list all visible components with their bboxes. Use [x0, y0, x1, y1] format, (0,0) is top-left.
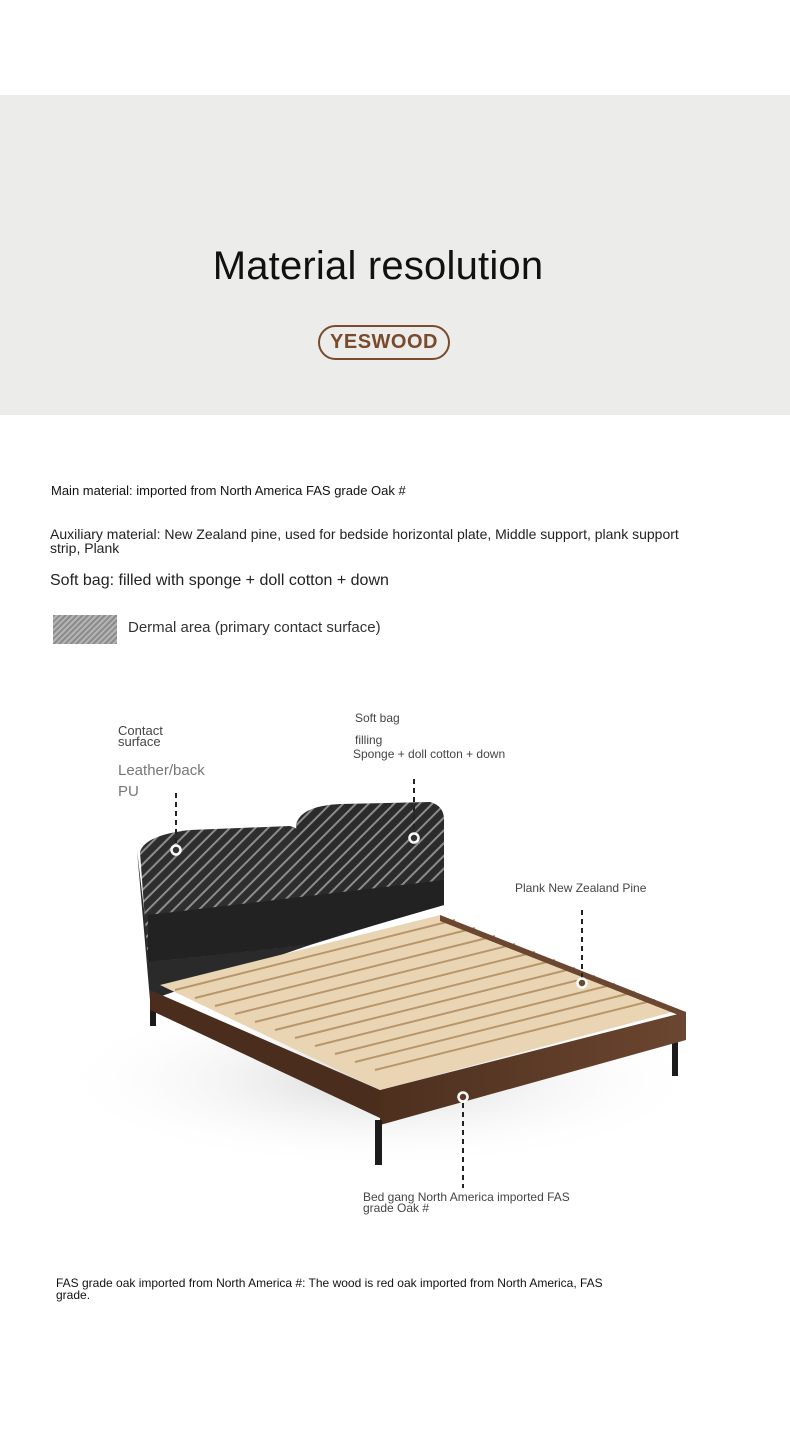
dermal-area-swatch — [53, 615, 117, 644]
main-material-text: Main material: imported from North America FAS grade Oak # — [51, 483, 406, 498]
bed-gang-label: Bed gang North America imported FAS grade Oak # — [363, 1190, 570, 1215]
dermal-area-legend: Dermal area (primary contact surface) — [128, 619, 381, 636]
bed-leg — [672, 1038, 678, 1076]
footer-note: FAS grade oak imported from North America #: The wood is red oak imported from North America, FAS grade. — [56, 1276, 603, 1302]
sponge-label: Sponge + doll cotton + down — [353, 747, 506, 761]
auxiliary-material-text: Auxiliary material: New Zealand pine, used for bedside horizontal plate, Middle support, plank support strip, Plank — [50, 526, 679, 556]
brand-logo: YESWOOD — [318, 325, 450, 360]
plank-label: Plank New Zealand Pine — [515, 881, 647, 895]
bed-leg — [375, 1120, 382, 1165]
pu-label: PU — [118, 783, 139, 800]
filling-label: filling — [355, 733, 383, 747]
soft-bag-label: Soft bag — [355, 711, 400, 725]
contact-surface-label: Contact surface — [118, 723, 163, 749]
page-title: Material resolution — [212, 244, 544, 288]
leather-back-label: Leather/back — [118, 762, 205, 779]
soft-bag-text: Soft bag: filled with sponge + doll cotton + down — [50, 572, 389, 589]
